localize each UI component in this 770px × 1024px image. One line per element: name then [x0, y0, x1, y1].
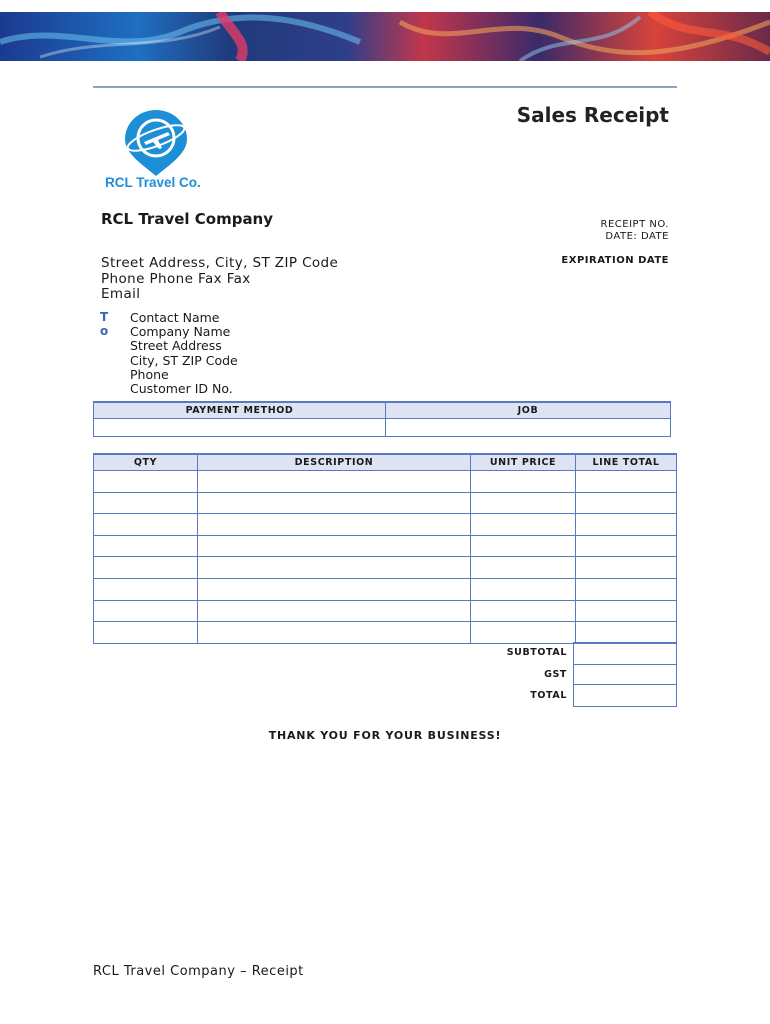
qty-cell[interactable]	[94, 578, 198, 600]
recipient-company: Company Name	[130, 324, 231, 340]
description-cell[interactable]	[198, 471, 471, 493]
unit-price-cell[interactable]	[471, 492, 576, 514]
unit-price-cell[interactable]	[471, 600, 576, 622]
table-row	[94, 557, 677, 579]
qty-cell[interactable]	[94, 471, 198, 493]
job-cell[interactable]	[386, 419, 671, 437]
description-cell[interactable]	[198, 622, 471, 644]
qty-cell[interactable]	[94, 535, 198, 557]
gst-label: GST	[544, 668, 567, 680]
logo-text: RCL Travel Co.	[105, 175, 201, 190]
table-row	[94, 514, 677, 536]
recipient-street: Street Address	[130, 338, 222, 354]
qty-header: QTY	[94, 454, 198, 471]
total-row	[470, 685, 677, 707]
decorative-banner	[0, 12, 770, 61]
customer-id: Customer ID No.	[130, 381, 233, 397]
line-total-cell[interactable]	[576, 492, 677, 514]
payment-method-header: PAYMENT METHOD	[94, 402, 386, 419]
description-cell[interactable]	[198, 514, 471, 536]
description-cell[interactable]	[198, 600, 471, 622]
thank-you-message: THANK YOU FOR YOUR BUSINESS!	[268, 729, 502, 742]
unit-price-cell[interactable]	[471, 535, 576, 557]
map-pin-plane-icon	[104, 108, 214, 178]
description-cell[interactable]	[198, 578, 471, 600]
description-cell[interactable]	[198, 557, 471, 579]
qty-cell[interactable]	[94, 514, 198, 536]
subtotal-cell[interactable]	[573, 642, 677, 665]
table-row	[94, 471, 677, 493]
qty-cell[interactable]	[94, 600, 198, 622]
totals-block	[470, 642, 677, 707]
company-address: Street Address, City, ST ZIP Code	[101, 255, 339, 271]
qty-cell[interactable]	[94, 557, 198, 579]
expiration-date: EXPIRATION DATE	[561, 255, 669, 266]
gst-row	[470, 664, 677, 686]
table-row	[94, 492, 677, 514]
table-row	[94, 622, 677, 644]
description-cell[interactable]	[198, 492, 471, 514]
unit-price-header: UNIT PRICE	[471, 454, 576, 471]
total-cell[interactable]	[573, 685, 677, 707]
line-total-cell[interactable]	[576, 578, 677, 600]
contact-name: Contact Name	[130, 310, 220, 325]
company-name: RCL Travel Company	[101, 210, 274, 228]
description-header: DESCRIPTION	[198, 454, 471, 471]
total-label: TOTAL	[530, 690, 567, 701]
unit-price-cell[interactable]	[471, 578, 576, 600]
description-cell[interactable]	[198, 535, 471, 557]
unit-price-cell[interactable]	[471, 622, 576, 644]
table-row	[94, 578, 677, 600]
to-label	[100, 310, 114, 338]
job-header: JOB	[386, 402, 671, 419]
recipient-city: City, ST ZIP Code	[130, 352, 238, 368]
line-total-cell[interactable]	[576, 622, 677, 644]
table-row	[94, 535, 677, 557]
line-total-header: LINE TOTAL	[576, 454, 677, 471]
items-table	[93, 453, 677, 644]
subtotal-label: SUBTOTAL	[506, 647, 567, 658]
recipient-block	[130, 311, 238, 396]
page-title: Sales Receipt	[516, 103, 669, 127]
company-phone-fax: Phone Phone Fax Fax	[101, 271, 251, 287]
unit-price-cell[interactable]	[471, 514, 576, 536]
recipient-phone: Phone	[130, 366, 169, 382]
payment-table	[93, 401, 671, 437]
company-email: Email	[101, 286, 141, 302]
line-total-cell[interactable]	[576, 471, 677, 493]
line-total-cell[interactable]	[576, 600, 677, 622]
to-label-o: o	[100, 324, 109, 338]
top-rule	[93, 86, 677, 88]
to-label-t: T	[100, 310, 109, 324]
gst-cell[interactable]	[573, 664, 677, 686]
subtotal-row	[470, 642, 677, 664]
qty-cell[interactable]	[94, 622, 198, 644]
line-total-cell[interactable]	[576, 514, 677, 536]
unit-price-cell[interactable]	[471, 557, 576, 579]
payment-method-cell[interactable]	[94, 419, 386, 437]
unit-price-cell[interactable]	[471, 471, 576, 493]
page-footer: RCL Travel Company – Receipt	[93, 964, 304, 979]
line-total-cell[interactable]	[576, 535, 677, 557]
table-row	[94, 600, 677, 622]
line-total-cell[interactable]	[576, 557, 677, 579]
receipt-number: RECEIPT NO.	[600, 219, 669, 230]
qty-cell[interactable]	[94, 492, 198, 514]
receipt-date: DATE: DATE	[605, 231, 669, 242]
